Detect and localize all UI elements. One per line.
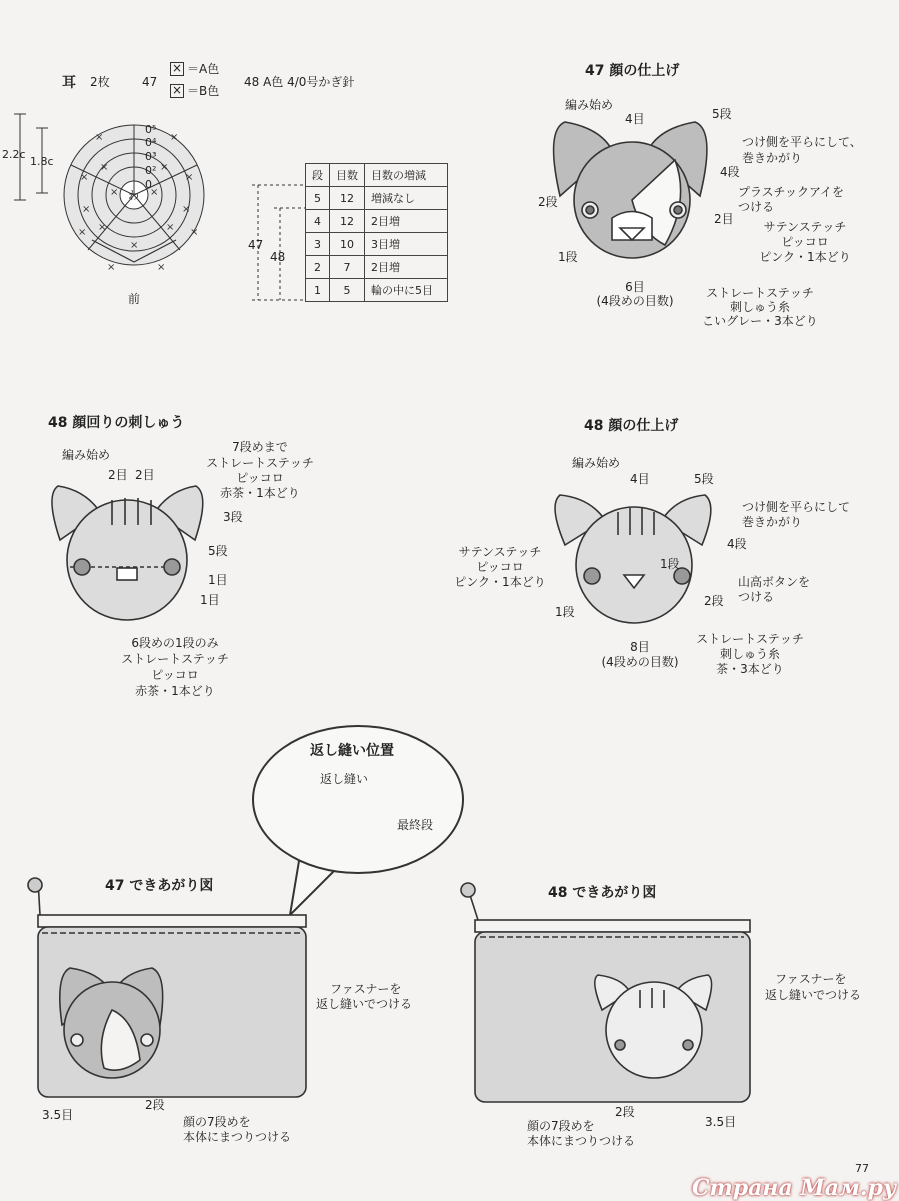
svg-text:×: ×: [185, 172, 194, 183]
face48-eight-2: (4段めの目数): [601, 655, 679, 669]
svg-text:×: ×: [170, 132, 179, 143]
done47-face-1: 顔の7段めを: [183, 1115, 251, 1129]
svg-text:×: ×: [166, 222, 175, 233]
face48-straight-2: 刺しゅう糸: [719, 647, 780, 661]
face48-attach-2: 巻きかがり: [742, 515, 803, 529]
done47-r35: 3.5目: [42, 1108, 74, 1122]
face48-one-right: 1段: [660, 557, 680, 571]
bubble-last: 最終段: [397, 818, 434, 832]
face47-satin-2: ピッコロ: [781, 235, 829, 249]
face47-start: 編み始め: [565, 98, 614, 112]
face47-straight-1: ストレートステッチ: [706, 286, 814, 300]
done48-zip-2: 返し縫いでつける: [765, 988, 862, 1002]
table-cell: 2目増: [365, 256, 448, 279]
table-cell: 1: [306, 279, 330, 302]
face48-button-1: 山高ボタンを: [738, 575, 811, 589]
ear-ring-2: 0²: [145, 164, 157, 177]
face47-title: 47 顔の仕上げ: [585, 63, 680, 79]
table-cell: 10: [330, 233, 365, 256]
bubble-title: 返し縫い位置: [310, 743, 394, 759]
table-cell: 5: [306, 187, 330, 210]
face48-drawing: [555, 495, 711, 623]
ear-spec-48: 48 A色 4/0号かぎ針: [244, 75, 355, 89]
emb48-two-b: 2目: [135, 468, 155, 482]
ear-ring-1: 0: [145, 178, 152, 191]
face47-six-1: 6目: [625, 280, 645, 294]
face48-one: 1段: [555, 605, 575, 619]
ear-count: 2枚: [90, 75, 110, 89]
svg-text:×: ×: [95, 132, 104, 143]
emb48-start: 編み始め: [62, 448, 111, 462]
done48-face-1: 顔の7段めを: [527, 1119, 595, 1133]
emb48-r5: 5段: [208, 544, 228, 558]
face47-eye-1: プラスチックアイを: [738, 185, 844, 199]
table-cell: 3: [306, 233, 330, 256]
legend-a-text: ＝A色: [187, 62, 220, 76]
ear-dim-48: 48: [270, 250, 286, 264]
face48-satin-2: ピッコロ: [476, 560, 524, 574]
face48-start: 編み始め: [572, 456, 621, 470]
emb48-note-2: ストレートステッチ: [206, 456, 314, 470]
emb48-one-me: 1目: [208, 573, 228, 587]
face48-r5: 5段: [694, 472, 714, 486]
face48-r4: 4目: [630, 472, 650, 486]
ear-title: 耳: [62, 75, 76, 91]
face47-r4dan: 4段: [720, 165, 740, 179]
svg-text:×: ×: [98, 222, 107, 233]
table-cell: 7: [330, 256, 365, 279]
done47-zip-1: ファスナーを: [330, 982, 402, 996]
face47-drawing: [554, 122, 707, 258]
emb48-two-a: 2目: [108, 468, 128, 482]
svg-text:×: ×: [157, 262, 166, 273]
face48-attach-1: つけ側を平らにして: [742, 500, 851, 514]
svg-text:×: ×: [110, 187, 119, 198]
done48-zip-1: ファスナーを: [775, 972, 847, 986]
watermark: Страна Мам.ру: [692, 1175, 897, 1201]
face47-eye-2: つける: [738, 200, 775, 214]
table-header: 段: [306, 164, 330, 187]
svg-text:×: ×: [100, 162, 109, 173]
table-cell: 5: [330, 279, 365, 302]
face48-r4dan: 4段: [727, 537, 747, 551]
table-row: [306, 233, 448, 256]
table-cell: 2: [306, 256, 330, 279]
done47-title: 47 できあがり図: [105, 878, 214, 894]
emb48-note-4: 赤茶・1本どり: [220, 486, 300, 500]
face48-satin-1: サテンステッチ: [458, 545, 542, 559]
emb48-bottom-2: ストレートステッチ: [121, 652, 229, 666]
table-header: 目数の増減: [365, 164, 448, 187]
face48-two: 2段: [704, 594, 724, 608]
done47-zip-2: 返し縫いでつける: [316, 997, 413, 1011]
face47-r4: 4目: [625, 112, 645, 126]
table-row: [306, 279, 448, 302]
table-cell: 3目増: [365, 233, 448, 256]
emb48-bottom-4: 赤茶・1本どり: [135, 684, 215, 698]
ear-dim-47: 47: [248, 238, 264, 252]
done47-face-2: 本体にまつりつける: [183, 1130, 292, 1144]
emb48-note-1: 7段めまで: [232, 440, 288, 454]
face47-six-2: (4段めの目数): [596, 294, 674, 308]
ear-ring-4: 0⁴: [145, 136, 157, 149]
face48-title: 48 顔の仕上げ: [584, 418, 679, 434]
svg-text:×: ×: [150, 187, 159, 198]
row-count-table: [305, 163, 448, 302]
ear-front: 前: [128, 292, 141, 306]
svg-text:×: ×: [82, 204, 91, 215]
bubble-label: 返し縫い: [320, 772, 369, 786]
ear-ring-5: 0⁵: [145, 123, 157, 136]
pouch47: [28, 878, 306, 1097]
emb48-note-3: ピッコロ: [236, 471, 284, 485]
face47-straight-3: こいグレー・3本どり: [702, 314, 818, 328]
table-cell: 12: [330, 187, 365, 210]
legend-b-symbol: ×: [171, 83, 183, 97]
face47-two-left: 2段: [538, 195, 558, 209]
table-cell: 4: [306, 210, 330, 233]
table-cell: 2目増: [365, 210, 448, 233]
table-row: [306, 187, 448, 210]
face48-satin-3: ピンク・1本どり: [454, 575, 546, 589]
ear-ring-3: 0³: [145, 150, 157, 163]
done48-r2: 2段: [615, 1105, 635, 1119]
svg-text:×: ×: [80, 172, 89, 183]
table-header: 目数: [330, 164, 365, 187]
emb48-drawing: [52, 486, 203, 620]
ear-center: わ: [128, 189, 139, 202]
face47-attach-1: つけ側を平らにして、: [742, 135, 862, 149]
done47-r2: 2段: [145, 1098, 165, 1112]
face48-straight-3: 茶・3本どり: [716, 662, 784, 676]
table-header-row: [306, 164, 448, 187]
face48-eight-1: 8目: [630, 640, 650, 654]
legend-a-symbol: ×: [171, 61, 183, 75]
face47-straight-2: 刺しゅう糸: [729, 300, 790, 314]
table-cell: 12: [330, 210, 365, 233]
table-row: [306, 256, 448, 279]
emb48-r3: 3段: [223, 510, 243, 524]
face48-straight-1: ストレートステッチ: [696, 632, 804, 646]
face47-two-right: 2目: [714, 212, 734, 226]
done48-r35: 3.5目: [705, 1115, 737, 1129]
legend-b-text: ＝B色: [187, 84, 220, 98]
svg-text:×: ×: [130, 240, 139, 251]
table-row: [306, 210, 448, 233]
ear-dim-outer: 2.2c: [2, 148, 26, 161]
done48-title: 48 できあがり図: [548, 885, 657, 901]
svg-text:×: ×: [78, 227, 87, 238]
emb48-one-me-2: 1目: [200, 593, 220, 607]
table-cell: 輪の中に5目: [365, 279, 448, 302]
face47-satin-3: ピンク・1本どり: [759, 250, 851, 264]
table-cell: 増減なし: [365, 187, 448, 210]
legend-47: 47: [142, 75, 158, 89]
pouch48: [461, 883, 750, 1102]
face47-satin-1: サテンステッチ: [763, 220, 847, 234]
face47-r5: 5段: [712, 107, 732, 121]
done48-face-2: 本体にまつりつける: [527, 1134, 636, 1148]
emb48-title: 48 顔回りの刺しゅう: [48, 415, 185, 431]
svg-text:×: ×: [160, 162, 169, 173]
face48-button-2: つける: [738, 590, 775, 604]
page-number: 77: [855, 1162, 869, 1175]
emb48-bottom-1: 6段めの1段のみ: [131, 636, 219, 650]
svg-text:×: ×: [190, 227, 199, 238]
face47-attach-2: 巻きかがり: [742, 151, 803, 165]
face47-one: 1段: [558, 250, 578, 264]
ear-dim-inner: 1.8c: [30, 155, 54, 168]
svg-text:×: ×: [107, 262, 116, 273]
svg-text:×: ×: [182, 204, 191, 215]
emb48-bottom-3: ピッコロ: [151, 668, 199, 682]
